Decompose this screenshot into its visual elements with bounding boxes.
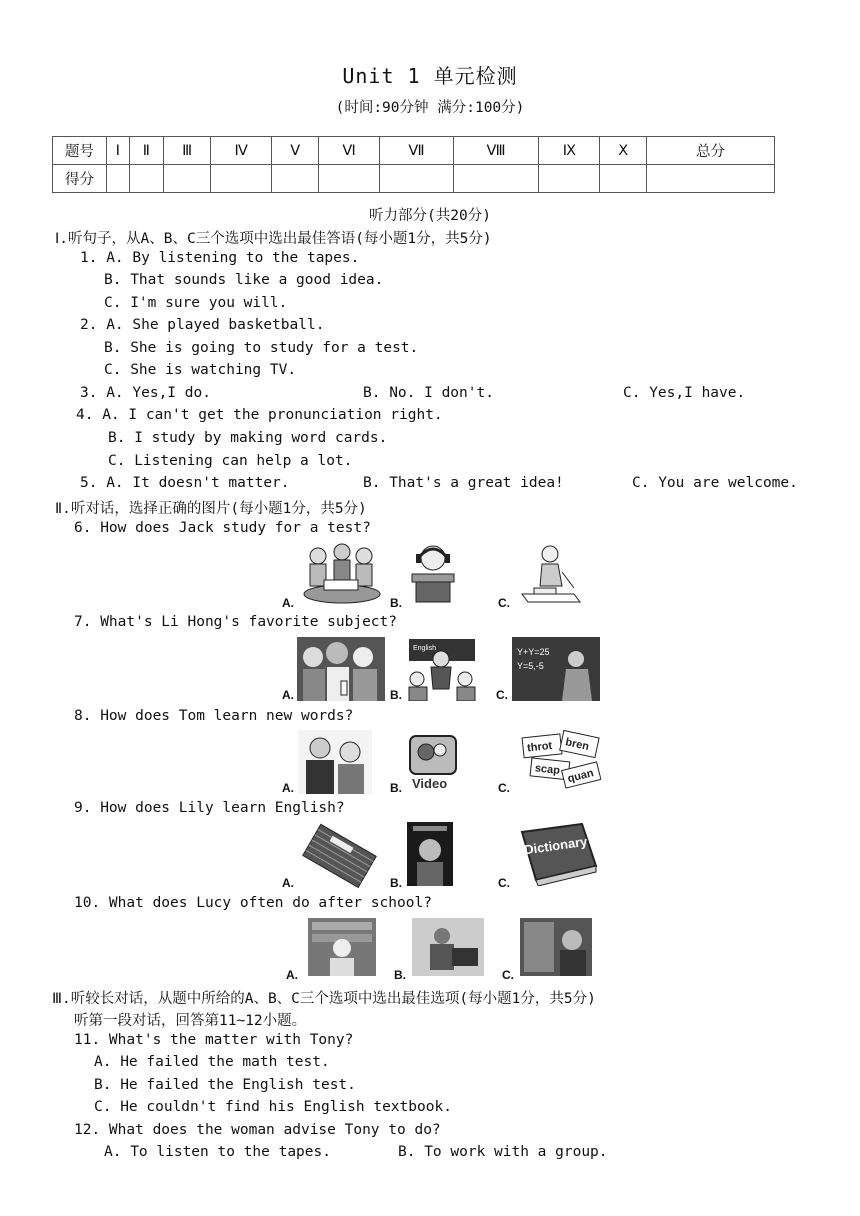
q8-label-b: B. [390,781,402,795]
score-cell: Ⅱ [129,137,164,165]
score-cell: Ⅲ [164,137,211,165]
q10-label-c: C. [502,968,514,982]
q2-option-b: B. She is going to study for a test. [104,340,419,356]
q6-label-c: C. [498,596,510,610]
q8-label-a: A. [282,781,294,795]
exam-time-score: (时间:90分钟 满分:100分) [335,100,525,116]
page-title: Unit 1 单元检测 [342,64,518,88]
q6-label-b: B. [390,596,402,610]
score-input-cell[interactable] [272,165,319,193]
q10-picture-b-computer [412,918,484,976]
q7-label-c: C. [496,688,508,702]
q2-option-a: 2. A. She played basketball. [80,317,325,333]
q11-option-c: C. He couldn't find his English textbook. [94,1099,452,1115]
q4-option-c: C. Listening can help a lot. [108,453,353,469]
q7-board-text-1: Y+Y=25 [517,647,550,657]
q5-option-a: 5. A. It doesn't matter. [80,475,290,491]
q8-video-text: Video [412,776,448,791]
q12-option-b: B. To work with a group. [398,1144,608,1160]
score-input-cell[interactable] [129,165,164,193]
q6-picture-b-listening [406,542,460,606]
q8-card-3-text: scap [534,762,561,777]
q8-picture-c-word-cards [521,728,601,792]
score-cell: 得分 [53,165,107,193]
q3-option-c: C. Yes,I have. [623,385,746,401]
q8-card-1-text: throt [526,739,553,755]
q7-picture-b-english-class [405,637,479,701]
q10-question: 10. What does Lucy often do after school? [74,895,432,911]
section-2-heading: Ⅱ.听对话，选择正确的图片(每小题1分，共5分) [55,501,367,517]
q5-option-b: B. That's a great idea! [363,475,564,491]
q11-question: 11. What's the matter with Tony? [74,1032,354,1048]
q1-option-a: 1. A. By listening to the tapes. [80,250,360,266]
section-1-heading: Ⅰ.听句子，从A、B、C三个选项中选出最佳答语(每小题1分，共5分) [55,231,492,247]
q7-board-text-2: Y=5,-5 [517,661,544,671]
score-cell: 总分 [647,137,775,165]
score-cell: Ⅴ [272,137,319,165]
q9-label-b: B. [390,876,402,890]
q9-picture-b-magazine [407,822,453,886]
q11-option-a: A. He failed the math test. [94,1054,330,1070]
score-table-header-row [53,137,775,165]
q8-card-4-text: quan [566,767,595,786]
q1-option-b: B. That sounds like a good idea. [104,272,384,288]
score-input-cell[interactable] [107,165,130,193]
q9-picture-a-notebook [300,822,380,888]
q4-option-a: 4. A. I can't get the pronunciation right. [76,407,443,423]
listening-heading: 听力部分(共20分) [369,208,491,224]
score-cell: Ⅹ [600,137,647,165]
score-table [52,136,775,193]
q12-question: 12. What does the woman advise Tony to do? [74,1122,441,1138]
q6-question: 6. How does Jack study for a test? [74,520,371,536]
q8-card-2-text: bren [564,736,591,753]
score-input-cell[interactable] [164,165,211,193]
score-input-cell[interactable] [318,165,379,193]
q1-option-c: C. I'm sure you will. [104,295,288,311]
score-cell: Ⅰ [107,137,130,165]
q7-picture-c-math-class [512,637,600,701]
score-cell: 题号 [53,137,107,165]
q7-picture-a-science-class [297,637,385,701]
score-table-score-row [53,165,775,193]
q12-option-a: A. To listen to the tapes. [104,1144,331,1160]
q10-picture-a-library [308,918,376,976]
score-cell: Ⅸ [539,137,600,165]
q11-option-b: B. He failed the English test. [94,1077,356,1093]
q7-question: 7. What's Li Hong's favorite subject? [74,614,398,630]
section-3-intro: 听第一段对话，回答第11~12小题。 [74,1013,307,1029]
score-input-cell[interactable] [600,165,647,193]
q6-picture-c-reading [514,542,584,606]
q8-label-c: C. [498,781,510,795]
q6-picture-a-group-study [298,542,384,606]
score-input-cell[interactable] [380,165,454,193]
q3-option-b: B. No. I don't. [363,385,494,401]
q2-option-c: C. She is watching TV. [104,362,297,378]
q8-picture-b-video [408,730,458,792]
q9-dictionary-text: Dictionary [523,833,589,858]
q9-question: 9. How does Lily learn English? [74,800,345,816]
section-3-heading: Ⅲ.听较长对话，从题中所给的A、B、C三个选项中选出最佳选项(每小题1分，共5分) [52,991,596,1007]
score-input-cell[interactable] [211,165,272,193]
score-cell: Ⅳ [211,137,272,165]
q10-label-b: B. [394,968,406,982]
q8-picture-a-talking [298,730,372,794]
score-input-cell[interactable] [647,165,775,193]
q9-label-c: C. [498,876,510,890]
score-cell: Ⅵ [318,137,379,165]
q7-label-b: B. [390,688,402,702]
q7-label-a: A. [282,688,294,702]
q8-question: 8. How does Tom learn new words? [74,708,354,724]
score-cell: Ⅶ [380,137,454,165]
q4-option-b: B. I study by making word cards. [108,430,388,446]
q10-label-a: A. [286,968,298,982]
q3-option-a: 3. A. Yes,I do. [80,385,211,401]
q9-label-a: A. [282,876,294,890]
score-input-cell[interactable] [539,165,600,193]
score-cell: Ⅷ [453,137,539,165]
q7-english-sign-text: English [413,645,436,652]
score-input-cell[interactable] [453,165,539,193]
q9-picture-c-dictionary [516,822,598,886]
q10-picture-c-phone [520,918,592,976]
q6-label-a: A. [282,596,294,610]
q5-option-c: C. You are welcome. [632,475,798,491]
